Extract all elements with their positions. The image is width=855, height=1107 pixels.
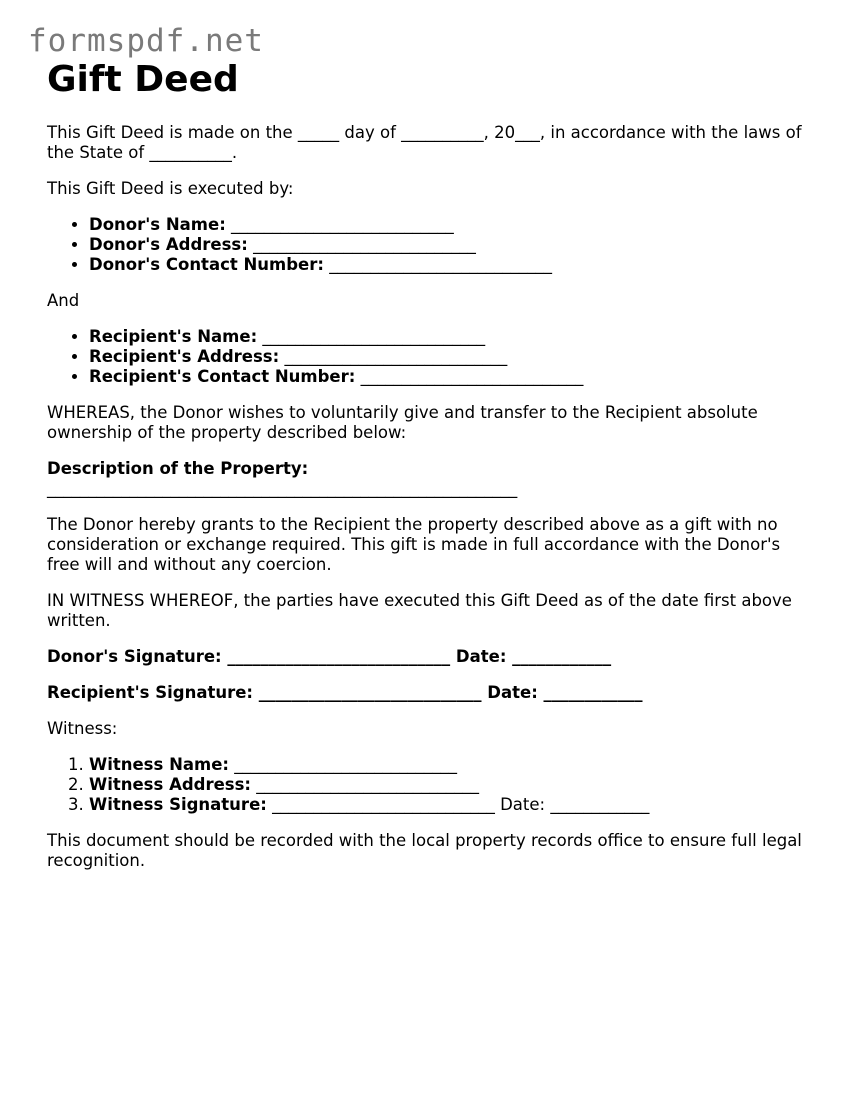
recipient-address-blank: ___________________________ bbox=[279, 347, 508, 366]
witness-name-blank: ___________________________ bbox=[229, 755, 457, 774]
recipient-name-label: Recipient's Name: bbox=[89, 327, 258, 346]
closing-paragraph: This document should be recorded with the local property records office to ensure full legal recognition. bbox=[47, 831, 802, 870]
donor-name-item bbox=[89, 215, 817, 235]
witness-whereof-paragraph: IN WITNESS WHEREOF, the parties have executed this Gift Deed as of the date first above written. bbox=[47, 591, 792, 630]
donor-list bbox=[47, 215, 817, 275]
donor-address-blank: ___________________________ bbox=[247, 235, 476, 254]
donor-signature-label: Donor's Signature: bbox=[47, 647, 222, 666]
intro-paragraph: This Gift Deed is made on the _____ day of __________, 20___, in accordance with the laws of the State of __________. bbox=[47, 123, 802, 162]
donor-name-blank: ___________________________ bbox=[225, 215, 454, 234]
recipient-signature-blank: ___________________________ bbox=[253, 683, 482, 702]
witness-heading: Witness: bbox=[47, 719, 118, 738]
donor-signature-line bbox=[47, 647, 817, 667]
donor-signature-blank: ___________________________ bbox=[221, 647, 451, 666]
recipient-contact-item bbox=[89, 367, 817, 387]
whereas-paragraph: WHEREAS, the Donor wishes to voluntarily give and transfer to the Recipient absolute ownership of the property described below: bbox=[47, 403, 758, 442]
recipient-address-item bbox=[89, 347, 817, 367]
donor-date-label: Date: bbox=[450, 647, 507, 666]
and-line: And bbox=[47, 291, 80, 310]
donor-contact-item bbox=[89, 255, 817, 275]
grant-paragraph: The Donor hereby grants to the Recipient the property described above as a gift with no consideration or exchange required. This gift is made in full accordance with the Donor's free will and without any coercion. bbox=[47, 515, 781, 574]
recipient-signature-label: Recipient's Signature: bbox=[47, 683, 254, 702]
property-blank: _________________________________________________________ bbox=[47, 479, 518, 498]
recipient-date-label: Date: bbox=[481, 683, 538, 702]
document-title: Gift Deed bbox=[47, 59, 239, 100]
witness-signature-label: Witness Signature: bbox=[89, 795, 267, 814]
recipient-address-label: Recipient's Address: bbox=[89, 347, 280, 366]
donor-contact-blank: ___________________________ bbox=[323, 255, 552, 274]
recipient-contact-label: Recipient's Contact Number: bbox=[89, 367, 356, 386]
witness-address-label: Witness Address: bbox=[89, 775, 252, 794]
donor-address-label: Donor's Address: bbox=[89, 235, 248, 254]
recipient-list bbox=[47, 327, 817, 387]
donor-contact-label: Donor's Contact Number: bbox=[89, 255, 324, 274]
witness-signature-blank: ___________________________ Date: ____________ bbox=[266, 795, 650, 814]
witness-name-label: Witness Name: bbox=[89, 755, 229, 774]
witness-address-blank: ___________________________ bbox=[251, 775, 480, 794]
recipient-signature-line bbox=[47, 683, 817, 703]
witness-address-item bbox=[89, 775, 817, 795]
recipient-name-blank: ___________________________ bbox=[257, 327, 486, 346]
watermark: formspdf.net bbox=[28, 23, 264, 59]
donor-date-blank: ____________ bbox=[506, 647, 612, 666]
donor-address-item bbox=[89, 235, 817, 255]
recipient-date-blank: ____________ bbox=[537, 683, 643, 702]
recipient-name-item bbox=[89, 327, 817, 347]
recipient-contact-blank: ___________________________ bbox=[355, 367, 584, 386]
document-body bbox=[47, 123, 817, 871]
executed-by-line: This Gift Deed is executed by: bbox=[47, 179, 294, 198]
witness-list bbox=[47, 755, 817, 815]
witness-name-item bbox=[89, 755, 817, 775]
donor-name-label: Donor's Name: bbox=[89, 215, 226, 234]
property-label: Description of the Property: bbox=[47, 459, 309, 478]
witness-signature-item bbox=[89, 795, 817, 815]
